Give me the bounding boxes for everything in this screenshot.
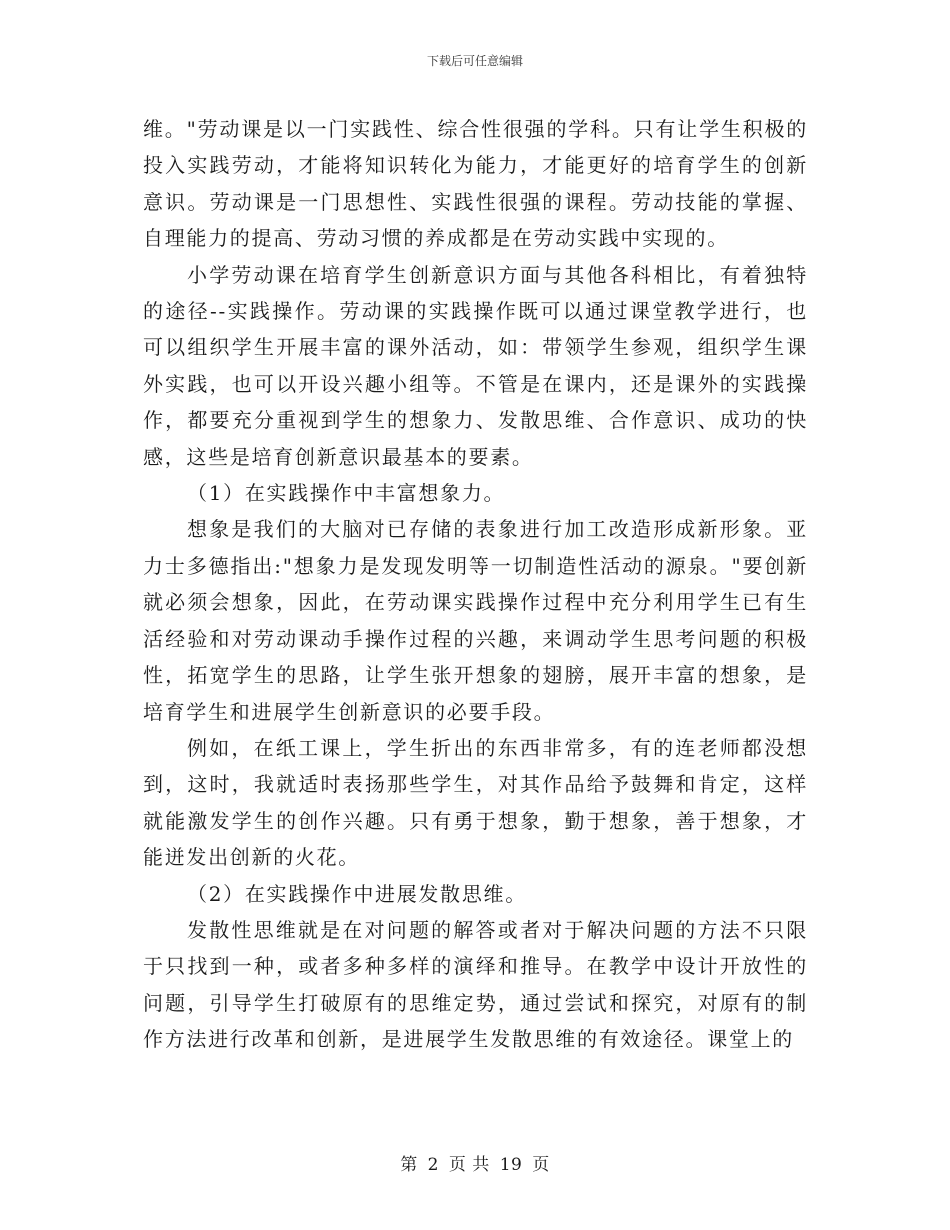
current-page-number: 2	[427, 1155, 439, 1175]
paragraph-3: 想象是我们的大脑对已存储的表象进行加工改造形成新形象。亚力士多德指出:"想象力是发现发明等一切制造性活动的源泉。"要创新就必须会想象，因此，在劳动课实践操作过程中充分利用学生已有生活经验和对劳动课动手操作过程的兴趣，来调动学生思考问题的积极性，拓宽学生的思路，让学生张开想象的翅膀，展开丰富的想象，是培育学生和进展学生创新意识的必要手段。	[143, 517, 808, 724]
document-body	[143, 111, 808, 1058]
page-header: 下载后可任意编辑	[426, 54, 523, 68]
paragraph-1: 维。"劳动课是以一门实践性、综合性很强的学科。只有让学生积极的投入实践劳动，才能将知识转化为能力，才能更好的培育学生的创新意识。劳动课是一门思想性、实践性很强的课程。劳动技能的掌握、自理能力的提高、劳动习惯的养成都是在劳动实践中实现的。	[143, 117, 808, 251]
paragraph-5: 发散性思维就是在对问题的解答或者对于解决问题的方法不只限于只找到一种，或者多种多样的演绎和推导。在教学中设计开放性的问题，引导学生打破原有的思维定势，通过尝试和探究，对原有的制作方法进行改革和创新，是进展学生发散思维的有效途径。课堂上的	[143, 917, 808, 1052]
footer-prefix: 第	[400, 1155, 418, 1175]
footer-middle: 页 共	[448, 1155, 490, 1175]
section-heading-2: （2）在实践操作中进展发散思维。	[187, 881, 527, 906]
paragraph-4: 例如，在纸工课上，学生折出的东西非常多，有的连老师都没想到，这时，我就适时表扬那些学生，对其作品给予鼓舞和肯定，这样就能激发学生的创作兴趣。只有勇于想象，勤于想象，善于想象，才能迸发出创新的火花。	[143, 735, 808, 870]
page-footer	[0, 1154, 950, 1176]
total-page-count: 19	[499, 1155, 523, 1175]
footer-suffix: 页	[532, 1155, 550, 1175]
section-heading-1: （1）在实践操作中丰富想象力。	[187, 481, 506, 506]
paragraph-2: 小学劳动课在培育学生创新意识方面与其他各科相比，有着独特的途径--实践操作。劳动课的实践操作既可以通过课堂教学进行，也可以组织学生开展丰富的课外活动，如：带领学生参观，组织学生课外实践，也可以开设兴趣小组等。不管是在课内，还是课外的实践操作，都要充分重视到学生的想象力、发散思维、合作意识、成功的快感，这些是培育创新意识最基本的要素。	[143, 262, 808, 469]
